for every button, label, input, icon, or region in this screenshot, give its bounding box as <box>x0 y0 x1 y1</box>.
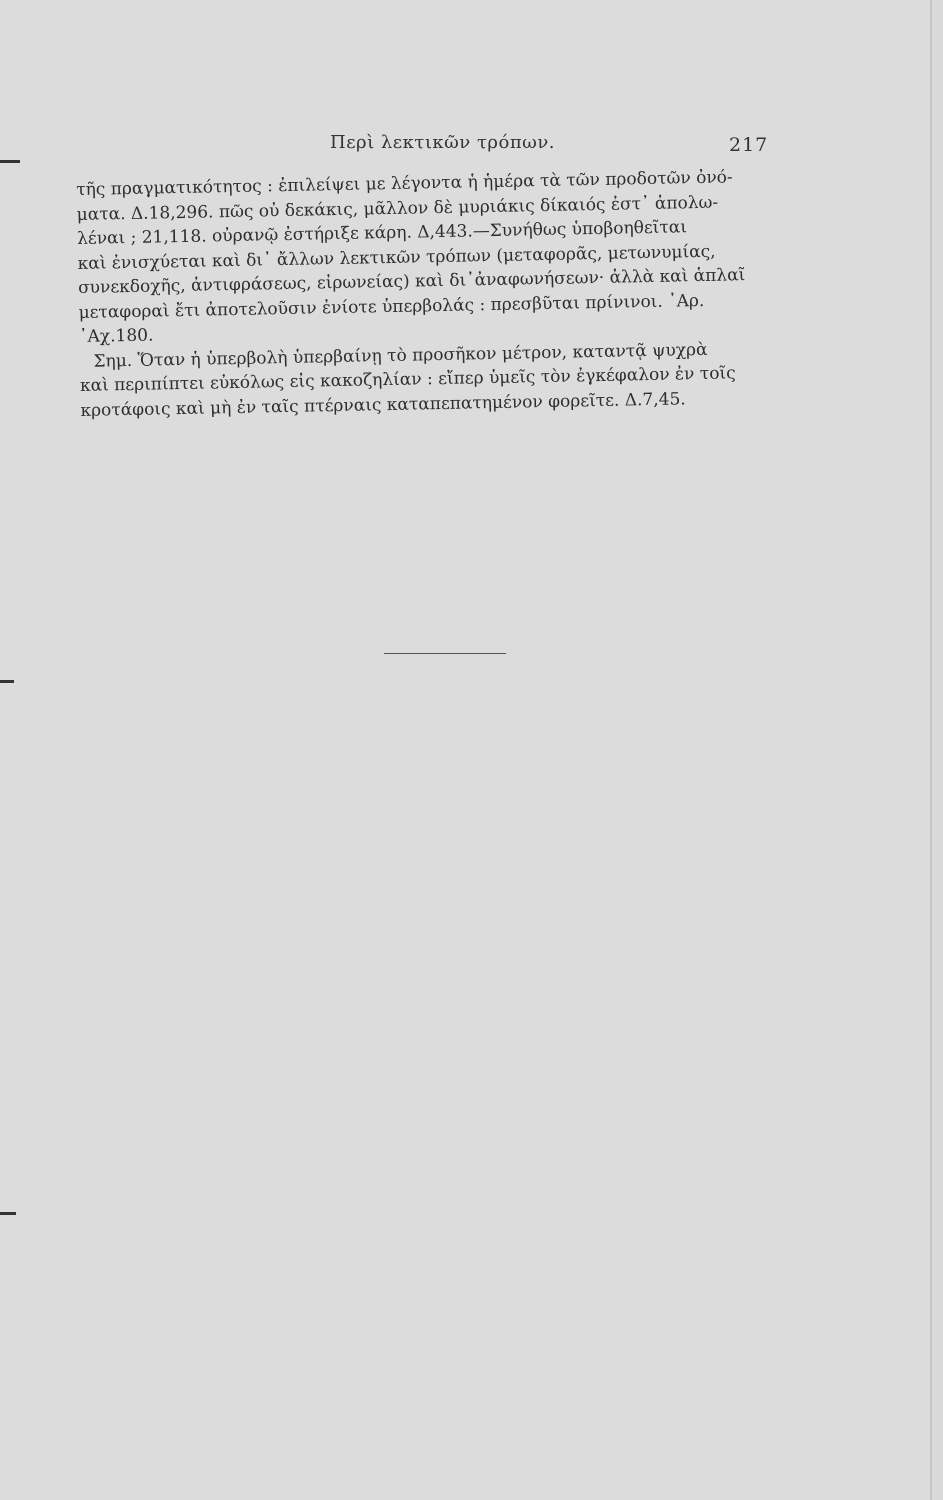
note-line: Σημ. Ὅταν ἡ ὑπερβολὴ ὑπερβαίνῃ τὸ προσῆκον μέτρον, καταντᾷ ψυχρὰ <box>93 339 708 372</box>
body-text <box>76 164 801 423</box>
edge-mark <box>0 1212 16 1215</box>
text-line: τῆς πραγματικότητος : ἐπιλείψει με λέγοντα ἡ ἡμέρα τὰ τῶν προδοτῶν ὀνό- <box>76 167 733 200</box>
text-line: συνεκδοχῆς, ἀντιφράσεως, εἰρωνείας) καὶ δι᾽ἀναφωνήσεων· ἀλλὰ καὶ ἁπλαῖ <box>77 265 746 298</box>
running-head <box>0 128 930 160</box>
edge-mark <box>0 160 20 163</box>
running-title: Περὶ λεκτικῶν τρόπων. <box>330 132 556 153</box>
edge-mark <box>0 680 14 683</box>
section-rule <box>384 653 506 654</box>
note-line: κροτάφοις καὶ μὴ ἐν ταῖς πτέρναις καταπεπατημένον φορεῖτε. Δ.7,45. <box>80 388 686 421</box>
note-line: καὶ περιπίπτει εὐκόλως εἰς κακοζηλίαν : εἴπερ ὑμεῖς τὸν ἐγκέφαλον ἐν τοῖς <box>79 363 736 396</box>
text-line: λέναι ; 21,118. οὐρανῷ ἐστήριξε κάρη. Δ,443.—Συνήθως ὑποβοηθεῖται <box>76 217 688 249</box>
text-line: μεταφοραὶ ἔτι ἀποτελοῦσιν ἐνίοτε ὑπερβολάς : πρεσβῦται πρίνινοι. ᾽Αρ. <box>78 290 705 323</box>
page-number: 217 <box>729 134 769 156</box>
text-line: ᾽Αχ.180. <box>78 325 154 347</box>
text-line: ματα. Δ.18,296. πῶς οὐ δεκάκις, μᾶλλον δὲ μυριάκις δίκαιός ἐστ᾽ ἀπολω- <box>76 192 719 225</box>
text-line: καὶ ἐνισχύεται καὶ δι᾽ ἄλλων λεκτικῶν τρόπων (μεταφορᾶς, μετωνυμίας, <box>77 241 716 274</box>
